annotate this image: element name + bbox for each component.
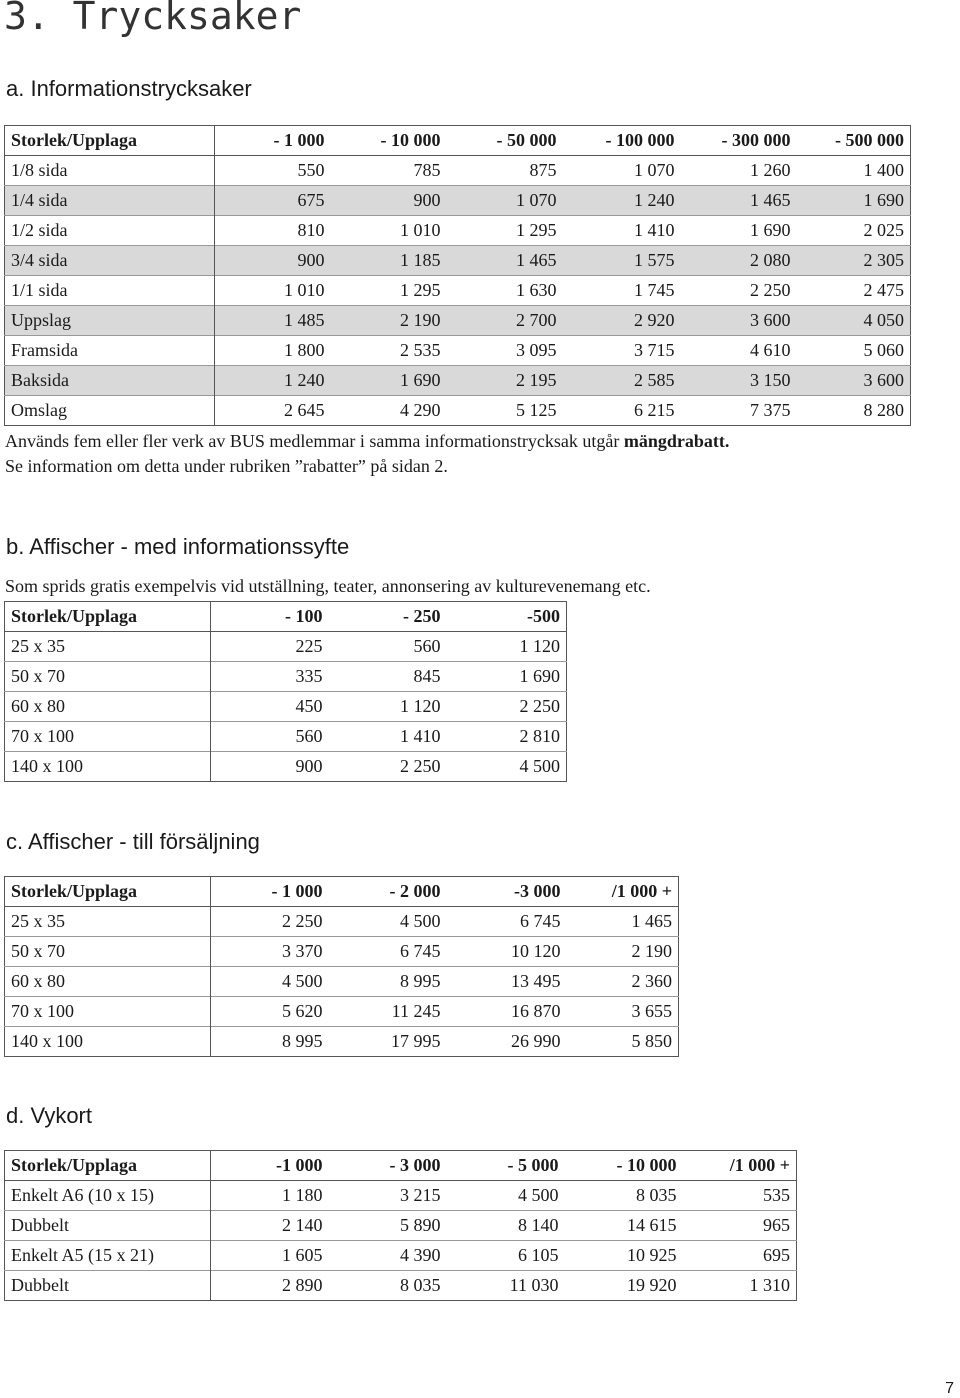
- price-cell: 26 990: [511, 1031, 561, 1051]
- table-row: [5, 662, 567, 692]
- table-row: [5, 336, 911, 366]
- price-cell: 1 465: [750, 190, 791, 210]
- table-row: [5, 692, 567, 722]
- price-cell: 225: [295, 636, 323, 656]
- column-header-quantity: - 100 000: [605, 130, 675, 150]
- row-label: 25 x 35: [5, 632, 211, 662]
- column-header-quantity: - 10 000: [616, 1155, 677, 1175]
- price-cell: 16 870: [511, 1001, 561, 1021]
- price-cell: 5 850: [631, 1031, 672, 1051]
- row-label: Dubbelt: [5, 1211, 211, 1241]
- price-cell: 2 585: [634, 370, 675, 390]
- price-cell: 8 280: [863, 400, 904, 420]
- price-cell: 14 615: [627, 1215, 677, 1235]
- table-row: [5, 937, 679, 967]
- row-label: Enkelt A5 (15 x 21): [5, 1241, 211, 1271]
- table-header-row: [5, 602, 567, 632]
- price-cell: 2 195: [516, 370, 557, 390]
- price-cell: 7 375: [750, 400, 791, 420]
- price-cell: 550: [297, 160, 325, 180]
- column-header-quantity: -1 000: [276, 1155, 323, 1175]
- price-cell: 1 185: [400, 250, 441, 270]
- price-cell: 3 600: [750, 310, 791, 330]
- price-cell: 695: [763, 1245, 790, 1265]
- price-cell: 1 240: [634, 190, 675, 210]
- price-cell: 4 290: [400, 400, 441, 420]
- table-row: [5, 752, 567, 782]
- row-label: 1/4 sida: [5, 186, 215, 216]
- price-cell: 900: [295, 756, 323, 776]
- table-row: [5, 632, 567, 662]
- price-cell: 1 070: [516, 190, 557, 210]
- row-label: 60 x 80: [5, 967, 211, 997]
- column-header-quantity: - 50 000: [496, 130, 557, 150]
- price-cell: 3 095: [516, 340, 557, 360]
- price-cell: 17 995: [391, 1031, 441, 1051]
- price-cell: 1 690: [750, 220, 791, 240]
- section-c-title: c. Affischer - till försäljning: [6, 829, 260, 854]
- row-label: Baksida: [5, 366, 215, 396]
- table-header-row: [5, 126, 911, 156]
- price-table-sale-posters: [4, 876, 679, 1057]
- price-cell: 2 645: [284, 400, 325, 420]
- price-cell: 6 215: [634, 400, 675, 420]
- table-row: [5, 1027, 679, 1057]
- price-cell: 4 050: [863, 310, 904, 330]
- price-cell: 2 920: [634, 310, 675, 330]
- row-label: 70 x 100: [5, 722, 211, 752]
- price-cell: 900: [297, 250, 325, 270]
- price-cell: 2 250: [282, 911, 323, 931]
- table-row: [5, 276, 911, 306]
- price-cell: 1 120: [519, 636, 560, 656]
- price-cell: 3 150: [750, 370, 791, 390]
- table-header-row: [5, 877, 679, 907]
- price-cell: 2 475: [863, 280, 904, 300]
- price-cell: 2 810: [519, 726, 560, 746]
- column-header-quantity: - 10 000: [380, 130, 441, 150]
- row-label: 50 x 70: [5, 662, 211, 692]
- column-header-size: Storlek/Upplaga: [5, 602, 211, 632]
- column-header-quantity: - 1 000: [273, 130, 325, 150]
- price-cell: 2 140: [282, 1215, 323, 1235]
- column-header-quantity: - 300 000: [721, 130, 791, 150]
- table-row: [5, 907, 679, 937]
- price-cell: 8 140: [518, 1215, 559, 1235]
- price-cell: 2 305: [863, 250, 904, 270]
- row-label: 1/1 sida: [5, 276, 215, 306]
- column-header-quantity: - 500 000: [835, 130, 904, 150]
- price-cell: 5 060: [863, 340, 904, 360]
- table-row: [5, 997, 679, 1027]
- table-row: [5, 306, 911, 336]
- discount-reference-note: Se information om detta under rubriken ”rabatter” på sidan 2.: [5, 456, 448, 476]
- price-cell: 1 575: [634, 250, 675, 270]
- price-cell: 1 295: [516, 220, 557, 240]
- price-cell: 335: [295, 666, 323, 686]
- chapter-title: 3. Trycksaker: [4, 0, 302, 38]
- table-row: [5, 366, 911, 396]
- price-cell: 1 310: [749, 1275, 790, 1295]
- price-cell: 11 030: [509, 1275, 559, 1295]
- price-cell: 1 605: [282, 1245, 323, 1265]
- section-b-intro: Som sprids gratis exempelvis vid utställning, teater, annonsering av kulturevenemang etc.: [5, 576, 651, 596]
- price-cell: 1 010: [400, 220, 441, 240]
- discount-note: [5, 431, 729, 452]
- price-table-information-print: [4, 125, 911, 426]
- row-label: 140 x 100: [5, 1027, 211, 1057]
- table-row: [5, 1181, 797, 1211]
- column-header-quantity: /1 000 +: [729, 1155, 790, 1175]
- row-label: Enkelt A6 (10 x 15): [5, 1181, 211, 1211]
- table-row: [5, 246, 911, 276]
- price-cell: 1 485: [284, 310, 325, 330]
- price-cell: 1 180: [282, 1185, 323, 1205]
- section-d-title: d. Vykort: [6, 1103, 92, 1128]
- price-cell: 900: [413, 190, 441, 210]
- column-header-size: Storlek/Upplaga: [5, 877, 211, 907]
- price-cell: 1 690: [519, 666, 560, 686]
- price-cell: 4 500: [282, 971, 323, 991]
- price-cell: 875: [529, 160, 557, 180]
- column-header-quantity: -500: [527, 606, 560, 626]
- price-cell: 6 745: [520, 911, 561, 931]
- price-cell: 2 890: [282, 1275, 323, 1295]
- price-cell: 810: [297, 220, 325, 240]
- price-cell: 6 745: [400, 941, 441, 961]
- price-table-postcards: [4, 1150, 797, 1301]
- price-cell: 785: [413, 160, 441, 180]
- price-cell: 2 190: [631, 941, 672, 961]
- price-cell: 3 370: [282, 941, 323, 961]
- price-cell: 2 535: [400, 340, 441, 360]
- section-a-title: a. Informationstrycksaker: [6, 76, 252, 101]
- price-cell: 560: [413, 636, 441, 656]
- price-cell: 1 630: [516, 280, 557, 300]
- price-cell: 1 745: [634, 280, 675, 300]
- price-cell: 2 250: [519, 696, 560, 716]
- price-table-info-posters: [4, 601, 567, 782]
- column-header-size: Storlek/Upplaga: [5, 126, 215, 156]
- price-cell: 5 890: [400, 1215, 441, 1235]
- price-cell: 8 995: [400, 971, 441, 991]
- price-cell: 1 410: [634, 220, 675, 240]
- row-label: Framsida: [5, 336, 215, 366]
- price-cell: 1 240: [284, 370, 325, 390]
- row-label: 50 x 70: [5, 937, 211, 967]
- table-row: [5, 156, 911, 186]
- price-cell: 1 465: [516, 250, 557, 270]
- price-cell: 2 700: [516, 310, 557, 330]
- price-cell: 1 010: [284, 280, 325, 300]
- price-cell: 5 125: [516, 400, 557, 420]
- table-row: [5, 967, 679, 997]
- page-number: 7: [945, 1380, 954, 1397]
- row-label: Uppslag: [5, 306, 215, 336]
- column-header-quantity: - 2 000: [389, 881, 441, 901]
- price-cell: 10 925: [627, 1245, 677, 1265]
- price-cell: 1 120: [400, 696, 441, 716]
- price-cell: 3 655: [631, 1001, 672, 1021]
- row-label: 140 x 100: [5, 752, 211, 782]
- price-cell: 450: [295, 696, 323, 716]
- price-cell: 2 025: [863, 220, 904, 240]
- table-row: [5, 722, 567, 752]
- price-cell: 3 715: [634, 340, 675, 360]
- price-cell: 13 495: [511, 971, 561, 991]
- price-cell: 560: [295, 726, 323, 746]
- column-header-quantity: /1 000 +: [611, 881, 672, 901]
- column-header-quantity: - 5 000: [507, 1155, 559, 1175]
- row-label: Omslag: [5, 396, 215, 426]
- price-cell: 19 920: [627, 1275, 677, 1295]
- price-cell: 965: [763, 1215, 790, 1235]
- price-cell: 1 410: [400, 726, 441, 746]
- price-cell: 2 250: [750, 280, 791, 300]
- row-label: Dubbelt: [5, 1271, 211, 1301]
- price-cell: 535: [763, 1185, 790, 1205]
- row-label: 70 x 100: [5, 997, 211, 1027]
- column-header-quantity: - 100: [285, 606, 323, 626]
- column-header-quantity: -3 000: [514, 881, 561, 901]
- row-label: 60 x 80: [5, 692, 211, 722]
- price-cell: 1 295: [400, 280, 441, 300]
- price-cell: 1 690: [863, 190, 904, 210]
- price-cell: 11 245: [391, 1001, 441, 1021]
- price-cell: 2 080: [750, 250, 791, 270]
- price-cell: 3 215: [400, 1185, 441, 1205]
- price-cell: 675: [297, 190, 325, 210]
- row-label: 1/2 sida: [5, 216, 215, 246]
- price-cell: 8 995: [282, 1031, 323, 1051]
- discount-note-bold: mängdrabatt.: [623, 431, 730, 451]
- price-cell: 6 105: [518, 1245, 559, 1265]
- column-header-size: Storlek/Upplaga: [5, 1151, 211, 1181]
- table-row: [5, 1271, 797, 1301]
- price-cell: 2 190: [400, 310, 441, 330]
- price-cell: 4 610: [750, 340, 791, 360]
- price-cell: 5 620: [282, 1001, 323, 1021]
- price-cell: 845: [413, 666, 441, 686]
- price-cell: 8 035: [636, 1185, 677, 1205]
- price-cell: 1 260: [750, 160, 791, 180]
- price-cell: 10 120: [511, 941, 561, 961]
- price-cell: 2 250: [400, 756, 441, 776]
- column-header-quantity: - 1 000: [271, 881, 323, 901]
- section-b-title: b. Affischer - med informationssyfte: [6, 534, 350, 559]
- row-label: 1/8 sida: [5, 156, 215, 186]
- price-cell: 4 500: [519, 756, 560, 776]
- price-cell: 8 035: [400, 1275, 441, 1295]
- column-header-quantity: - 250: [403, 606, 441, 626]
- price-cell: 2 360: [631, 971, 672, 991]
- price-cell: 3 600: [863, 370, 904, 390]
- price-cell: 1 800: [284, 340, 325, 360]
- column-header-quantity: - 3 000: [389, 1155, 441, 1175]
- table-row: [5, 1241, 797, 1271]
- price-cell: 1 465: [631, 911, 672, 931]
- price-cell: 4 500: [400, 911, 441, 931]
- table-row: [5, 186, 911, 216]
- price-cell: 1 400: [863, 160, 904, 180]
- row-label: 25 x 35: [5, 907, 211, 937]
- price-cell: 1 690: [400, 370, 441, 390]
- price-cell: 1 070: [634, 160, 675, 180]
- table-row: [5, 216, 911, 246]
- table-row: [5, 396, 911, 426]
- discount-note-text: Används fem eller fler verk av BUS medlemmar i samma informationstrycksak utgår: [5, 431, 624, 451]
- table-row: [5, 1211, 797, 1241]
- row-label: 3/4 sida: [5, 246, 215, 276]
- price-cell: 4 500: [518, 1185, 559, 1205]
- table-header-row: [5, 1151, 797, 1181]
- price-cell: 4 390: [400, 1245, 441, 1265]
